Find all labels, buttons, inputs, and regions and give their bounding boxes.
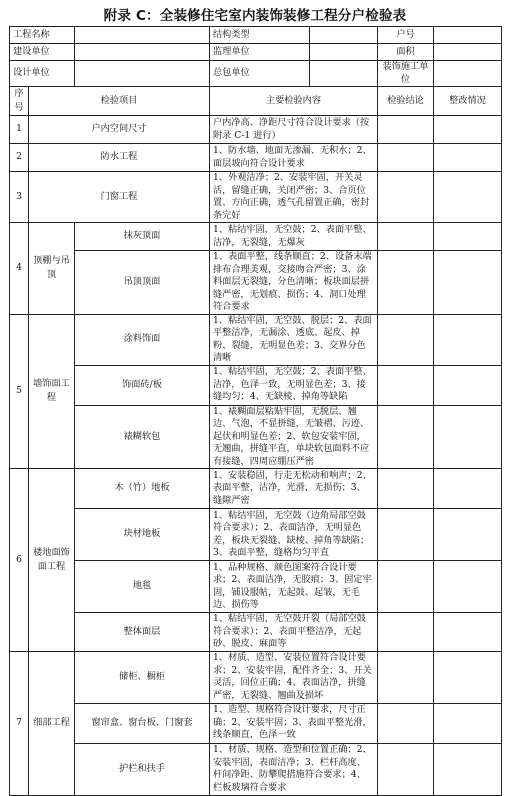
supervisor-label: 监理单位 xyxy=(210,44,310,61)
table-row xyxy=(10,405,502,469)
header-row-3 xyxy=(10,61,502,87)
decoration-contractor-field[interactable] xyxy=(434,61,502,87)
inspection-item: 门窗工程 xyxy=(29,172,210,223)
inspection-content: 1、裱糊面层粘贴牢固，无脱层、翘边、气泡，不显拼缝，无皱褶、污迹、起伏和明显色差；2、软包安装牢固，无翘曲，拼缝平直，单块软包面料不应有接缝，四周应绷压严密 xyxy=(210,405,378,469)
general-contractor-label: 总包单位 xyxy=(210,61,310,87)
col-item-header: 检验项目 xyxy=(29,87,210,116)
table-row xyxy=(10,651,502,703)
conclusion-cell[interactable] xyxy=(378,703,434,743)
inspection-content: 1、品种规格、颜色图案符合设计要求；2、表面洁净，无胶痕；3、固定牢固，铺设服帖，无起鼓、起皱，无毛边、损伤等 xyxy=(210,561,378,613)
rectification-cell[interactable] xyxy=(434,116,502,144)
inspection-content: 1、材质、规格、造型和位置正确；2、安装牢固，表面洁净；3、栏杆高度、杆间净距、防攀爬措施符合要求；4、栏板玻璃符合要求 xyxy=(210,743,378,795)
item-group: 顶棚与吊顶 xyxy=(29,223,75,315)
col-conclusion-header: 检验结论 xyxy=(378,87,434,116)
table-row xyxy=(10,703,502,743)
inspection-content: 1、粘结牢固，无空鼓（边角局部空鼓符合要求）；2、表面洁净，无明显色差，板块无裂缝、缺棱、掉角等缺陷；3、表面平整，缝格均匀平直 xyxy=(210,509,378,561)
table-row xyxy=(10,314,502,365)
unit-no-field[interactable] xyxy=(434,27,502,44)
conclusion-cell[interactable] xyxy=(378,314,434,365)
table-row xyxy=(10,251,502,315)
sub-item: 抹灰顶面 xyxy=(75,223,210,251)
sub-item: 裱糊软包 xyxy=(75,405,210,469)
rectification-cell[interactable] xyxy=(434,144,502,172)
table-row xyxy=(10,509,502,561)
rectification-cell[interactable] xyxy=(434,251,502,315)
area-field[interactable] xyxy=(434,44,502,61)
inspection-item: 户内空间尺寸 xyxy=(29,116,210,144)
inspection-content: 1、外观洁净；2、安装牢固，开关灵活，留缝正确，关闭严密；3、合页位置、方向正确，透气孔留置正确，密封条完好 xyxy=(210,172,378,223)
column-header-row xyxy=(10,87,502,116)
inspection-content: 1、粘结牢固，无空鼓开裂（局部空鼓符合要求）；2、表面平整洁净，无起砂、脱皮、麻面等 xyxy=(210,613,378,652)
conclusion-cell[interactable] xyxy=(378,144,434,172)
rectification-cell[interactable] xyxy=(434,703,502,743)
row-no: 6 xyxy=(10,469,29,652)
conclusion-cell[interactable] xyxy=(378,469,434,509)
header-row-2 xyxy=(10,44,502,61)
sub-item: 储柜、橱柜 xyxy=(75,651,210,703)
project-name-field[interactable] xyxy=(75,27,210,44)
sub-item: 护栏和扶手 xyxy=(75,743,210,795)
rectification-cell[interactable] xyxy=(434,509,502,561)
item-group: 楼地面饰面工程 xyxy=(29,469,75,652)
sub-item: 饰面砖/板 xyxy=(75,365,210,405)
rectification-cell[interactable] xyxy=(434,651,502,703)
inspection-table xyxy=(9,26,502,796)
inspection-content: 户内净高、净距尺寸符合设计要求（按附录 C-1 进行） xyxy=(210,116,378,144)
table-row xyxy=(10,144,502,172)
col-rectification-header: 整改情况 xyxy=(434,87,502,116)
unit-no-label: 户号 xyxy=(378,27,434,44)
header-row-1 xyxy=(10,27,502,44)
conclusion-cell[interactable] xyxy=(378,251,434,315)
table-row xyxy=(10,469,502,509)
item-group: 细部工程 xyxy=(29,651,75,795)
inspection-content: 1、粘结牢固，无空鼓；2、表面平整、洁净，无裂缝，无爆灰 xyxy=(210,223,378,251)
sub-item: 吊顶顶面 xyxy=(75,251,210,315)
inspection-item: 防水工程 xyxy=(29,144,210,172)
inspection-content: 1、材质、造型、安装位置符合设计要求；2、安装牢固，配件齐全；3、开关灵活，回位正确；4、表面洁净，拼缝严密，无裂缝、翘曲及损坏 xyxy=(210,651,378,703)
rectification-cell[interactable] xyxy=(434,561,502,613)
conclusion-cell[interactable] xyxy=(378,116,434,144)
sub-item: 整体面层 xyxy=(75,613,210,652)
inspection-content: 1、造型、规格符合设计要求，尺寸正确；2、安装牢固；3、表面平整光滑，线条顺直，色泽一致 xyxy=(210,703,378,743)
sub-item: 涂料饰面 xyxy=(75,314,210,365)
table-row xyxy=(10,743,502,795)
builder-label: 建设单位 xyxy=(10,44,75,61)
inspection-content: 1、粘结牢固，无空鼓、脱层；2、表面平整洁净，无漏涂、透底、起皮、掉粉、裂缝，无明显色差；3、交界分色清晰 xyxy=(210,314,378,365)
structure-type-label: 结构类型 xyxy=(210,27,310,44)
rectification-cell[interactable] xyxy=(434,613,502,652)
inspection-content: 1、防水墙、地面无渗漏、无积水；2、面层坡向符合设计要求 xyxy=(210,144,378,172)
conclusion-cell[interactable] xyxy=(378,405,434,469)
table-row xyxy=(10,172,502,223)
row-no: 1 xyxy=(10,116,29,144)
col-no-header: 序号 xyxy=(10,87,29,116)
row-no: 4 xyxy=(10,223,29,315)
rectification-cell[interactable] xyxy=(434,469,502,509)
conclusion-cell[interactable] xyxy=(378,561,434,613)
conclusion-cell[interactable] xyxy=(378,223,434,251)
table-row xyxy=(10,561,502,613)
rectification-cell[interactable] xyxy=(434,405,502,469)
structure-type-field[interactable] xyxy=(310,27,378,44)
designer-field[interactable] xyxy=(75,61,210,87)
row-no: 5 xyxy=(10,314,29,469)
conclusion-cell[interactable] xyxy=(378,743,434,795)
builder-field[interactable] xyxy=(75,44,210,61)
conclusion-cell[interactable] xyxy=(378,172,434,223)
rectification-cell[interactable] xyxy=(434,314,502,365)
conclusion-cell[interactable] xyxy=(378,651,434,703)
decoration-contractor-label: 装饰施工单位 xyxy=(378,61,434,87)
designer-label: 设计单位 xyxy=(10,61,75,87)
sub-item: 地毯 xyxy=(75,561,210,613)
sub-item: 块材地板 xyxy=(75,509,210,561)
general-contractor-field[interactable] xyxy=(310,61,378,87)
row-no: 7 xyxy=(10,651,29,795)
project-name-label: 工程名称 xyxy=(10,27,75,44)
form-title: 附录 C：全装修住宅室内装饰装修工程分户检验表 xyxy=(103,8,407,24)
inspection-content: 1、表面平整，线条顺直；2、设备末端排布合理美观，交接吻合严密；3、涂料面层无裂缝，分色清晰；板块面层拼缝严密，无划痕、损伤；4、洞口处理符合要求 xyxy=(210,251,378,315)
conclusion-cell[interactable] xyxy=(378,613,434,652)
rectification-cell[interactable] xyxy=(434,365,502,405)
supervisor-field[interactable] xyxy=(310,44,378,61)
conclusion-cell[interactable] xyxy=(378,365,434,405)
table-row xyxy=(10,223,502,251)
row-no: 2 xyxy=(10,144,29,172)
row-no: 3 xyxy=(10,172,29,223)
sub-item: 窗帘盒、窗台板、门窗套 xyxy=(75,703,210,743)
col-content-header: 主要检验内容 xyxy=(210,87,378,116)
table-row xyxy=(10,613,502,652)
rectification-cell[interactable] xyxy=(434,743,502,795)
inspection-content: 1、粘结牢固，无空鼓；2、表面平整、洁净，色泽一致，无明显色差；3、接缝均匀；4、无缺棱、掉角等缺陷 xyxy=(210,365,378,405)
inspection-content: 1、安装稳固，行走无松动和响声；2、表面平整，洁净，光滑，无损伤；3、缝隙严密 xyxy=(210,469,378,509)
table-row xyxy=(10,365,502,405)
conclusion-cell[interactable] xyxy=(378,509,434,561)
rectification-cell[interactable] xyxy=(434,172,502,223)
item-group: 墙饰面工程 xyxy=(29,314,75,469)
table-row xyxy=(10,116,502,144)
sub-item: 木（竹）地板 xyxy=(75,469,210,509)
area-label: 面积 xyxy=(378,44,434,61)
rectification-cell[interactable] xyxy=(434,223,502,251)
